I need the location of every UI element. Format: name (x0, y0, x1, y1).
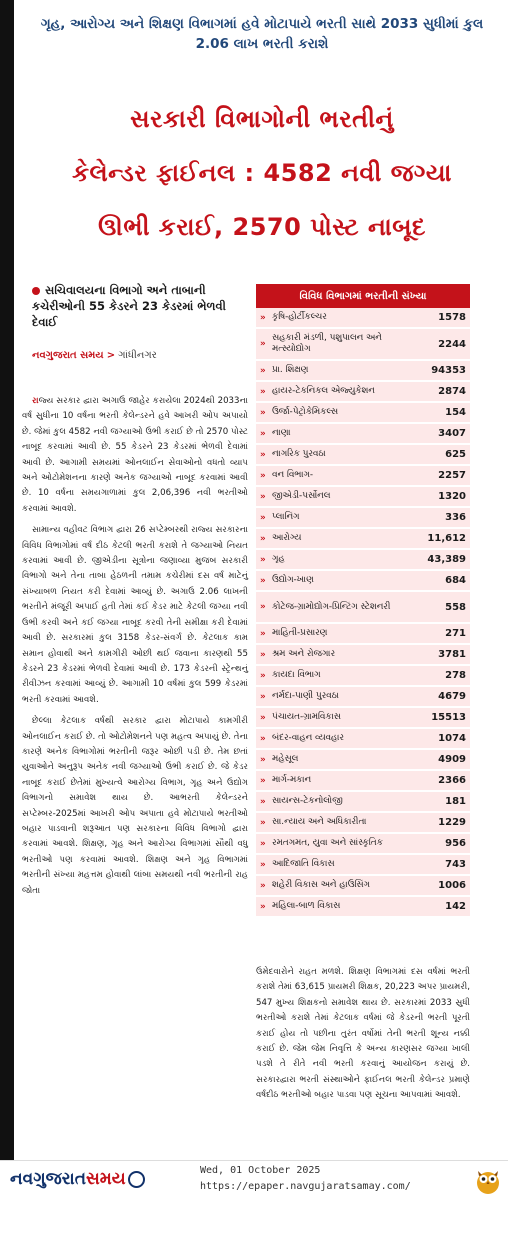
table-row (256, 834, 470, 855)
table-row (256, 550, 470, 571)
row-marker: » (260, 339, 266, 349)
table-row (256, 403, 470, 424)
recruitment-count: 11,612 (427, 533, 466, 544)
table-row (256, 624, 470, 645)
row-marker: » (260, 365, 266, 376)
logo-ring-icon (128, 1171, 145, 1188)
left-margin-bar (0, 0, 14, 1160)
table-row (256, 876, 470, 897)
recruitment-count: 1320 (438, 491, 466, 502)
table-row (256, 855, 470, 876)
bullet-dot-icon (32, 287, 40, 295)
headline-line-1: સરકારી વિભાગોની ભરતીનું (130, 105, 394, 133)
table-row (256, 813, 470, 834)
row-marker: » (260, 554, 266, 565)
byline-org: નવગુજરાત સમય (32, 350, 104, 361)
row-marker: » (260, 602, 266, 612)
kicker-text: ગૃહ, આરોગ્ય અને શિક્ષણ વિભાગમાં હવે મોટાપાયે ભરતી સાથે 2033 સુધીમાં કુલ 2.06 લાખ ભરતી કરાશે (40, 16, 484, 52)
recruitment-count: 2874 (438, 386, 466, 397)
article-paragraph: છેલ્લા કેટલાક વર્ષથી સરકાર દ્વારા મોટાપાયે કામગીરી ઓનલાઈન કરાઈ છે. તો ઓટોમેશનને પણ મહત્વ અપાયું છે. તેના કારણે અનેક વિભાગોમાં ભરતીની જરૂર ઓછી પડી છે. તેમ છતાં યુવાઓને અનુરૂપ અનેક નવી જગ્યાઓ ઉભી કરાઈ છે. જે કેડર નાબૂદ કરાઈ છેતેમાં મુખ્યત્વે આરોગ્ય વિભાગ, ગૃહ અને ઉદ્યોગ વિભાગનો સમાવેશ થાય છે. આભરતી કેલેન્ડરને સપ્ટેમ્બર-2025માં આખરી ઓપ અપાતા હવે મોટાપાયે ભરતીઓ બહાર પાડવાની શરૂઆત પણ સરકારના વિવિધ વિભાગો દ્વારા કરવામાં આવશે. શિક્ષણ, ગૃહ અને આરોગ્ય વિભાગમાં સૌથી વધુ ભરતીઓ પણ કરવામાં આવશે. શિક્ષણ અને ગૃહ વિભાગમાં ભરતીની સંખ્યા મહત્તમ હોવાથી લાંબા સમયથી નવી ભરતીની રાહ જોતા (22, 716, 248, 896)
article-body-continued: ઉમેદવારોને રાહત મળશે. શિક્ષણ વિભાગમાં દસ વર્ષમાં ભરતી કરાશે તેમાં 63,615 પ્રાયમરી શિક્ષક, 20,223 અપર પ્રાયમરી, 547 મુખ્ય શિક્ષકનો સમાવેશ થાય છે. સરકારમાં 2033 સુધી ભરતીઓ કરાશે તેમાં કેટલાક વર્ષમાં જે કેડરની ભરતી પૂરતી કરાઈ હોય તો પછીના તુરંત વર્ષોમાં તેની ભરતી શૂન્ય નક્કી કરાઈ છે. જેમ જેમ નિવૃત્તિ કે અન્ય કારણસર જગ્યા ખાલી પડશે તે રીતે નવી ભરતી કરવાનું આયોજન કરાયું છે. સરકારદ્વારા ભરતી સંસ્થાઓને ફાઈનલ ભરતી કેલેન્ડર પ્રમાણે વર્ષદીઠ ભરતીઓ બહાર પાડવા પણ સૂચના આપવામાં આવશે. (256, 967, 470, 1101)
department-name: ગૃહ (272, 554, 285, 564)
department-name: માર્ગ-મકાન (272, 775, 312, 785)
recruitment-count: 4679 (438, 691, 466, 702)
table-row (256, 729, 470, 750)
recruitment-count: 684 (445, 575, 466, 586)
department-name: માહિતી-પ્રસારણ (272, 628, 328, 638)
byline-city: ગાંધીનગર (118, 350, 157, 361)
recruitment-count: 1006 (438, 880, 466, 891)
recruitment-count: 2366 (438, 775, 466, 786)
table-row (256, 771, 470, 792)
table-row (256, 529, 470, 550)
row-marker: » (260, 754, 266, 765)
recruitment-count: 2244 (438, 338, 466, 350)
department-name: વન વિભાગ- (272, 470, 314, 480)
headline (22, 92, 502, 254)
table-row (256, 571, 470, 592)
department-name: પ્રા. શિક્ષણ (272, 365, 309, 375)
recruitment-count: 743 (445, 859, 466, 870)
recruitment-count: 278 (445, 670, 466, 681)
table-row (256, 792, 470, 813)
department-name: પંચાયત-ગ્રામવિકાસ (272, 712, 341, 722)
table-row (256, 445, 470, 466)
table-row (256, 382, 470, 403)
row-marker: » (260, 407, 266, 418)
table-row (256, 466, 470, 487)
department-name: હાયર-ટેકનિકલ એજ્યુકેશન (272, 386, 375, 396)
recruitment-count: 1229 (438, 817, 466, 828)
department-name: સા.ન્યાય અને અધિકારીતા (272, 817, 367, 827)
department-name: મહેસૂલ (272, 754, 299, 764)
article-paragraph: સામાન્ય વહીવટ વિભાગ દ્વારા 26 સપ્ટેમ્બરથી રાજ્ય સરકારના વિવિધ વિભાગોમાં વર્ષ દીઠ કેટલી ભરતી કરાશે તે જગ્યાઓ નિયત કરવામાં આવી છે. જીએડીના સૂત્રોના જણાવ્યા મુજબ સરકારી વિભાગો અને તેના તાબા હેઠળની તમામ કચેરીમાં દસ વર્ષ માટેનું સંખ્યાબળ નિયત કરી દેવામાં આવ્યું છે. અગાઉ 2.06 લાખની ભરતીને મંજૂરી અપાઈ હતી તેમાં કઈ કેડર માટે કેટલી જગ્યા નવી ઉભી કરવી અને કઈ જગ્યા નાબૂદ કરવી તેની સમીક્ષા કરી દેવામાં આવી છે. સરકારમાં કુલ 3158 કેડર-સંવર્ગ છે. કેટલાક કામ સમાન હોવાથી અને કામગીરી ઓછી થઈ જવાના કારણથી 55 કેડરને 23 કેડરમાં ભેળવી દેવામાં આવી છે. 173 કેડરની સ્ટ્રેન્થનું રીવીઝન કરવામાં આવ્યું છે. આગામી 10 વર્ષમાં કુલ 599 કેડરમાં ભરતી કરવામાં આવશે. (22, 525, 248, 705)
row-marker: » (260, 512, 266, 523)
row-marker: » (260, 386, 266, 397)
recruitment-count: 271 (445, 628, 466, 639)
row-marker: » (260, 691, 266, 702)
row-marker: » (260, 880, 266, 891)
edition-date: Wed, 01 October 2025 (200, 1165, 321, 1176)
department-name: શ્રમ અને રોજગાર (272, 649, 336, 659)
department-name: બંદર-વાહન વ્યવહાર (272, 733, 344, 743)
recruitment-count: 1074 (438, 733, 466, 744)
department-name: સાયન્સ-ટેકનોલોજી (272, 796, 343, 806)
article-body (22, 394, 248, 905)
row-marker: » (260, 796, 266, 807)
department-name: જીએડી-પર્સોનલ (272, 491, 331, 501)
recruitment-count: 43,389 (427, 554, 466, 565)
byline-separator: > (106, 350, 116, 361)
footer (0, 1160, 508, 1201)
row-marker: » (260, 628, 266, 639)
row-marker: » (260, 670, 266, 681)
row-marker: » (260, 712, 266, 723)
department-name: પ્લાનિંગ (272, 512, 300, 522)
department-name: આદિજાતિ વિકાસ (272, 859, 335, 869)
row-marker: » (260, 733, 266, 744)
recruitment-count: 956 (445, 838, 466, 849)
department-name: સહકારી મંડળી, પશુપાલન અને મત્સ્યોદ્યોગ (272, 333, 382, 354)
subheadline (32, 282, 247, 330)
table-row (256, 361, 470, 382)
recruitment-count: 94353 (431, 365, 466, 376)
department-name: ઉર્જા-પેટ્રોકેમિકલ્સ (272, 407, 339, 417)
department-name: કાયદા વિભાગ (272, 670, 321, 680)
row-marker: » (260, 775, 266, 786)
recruitment-count: 15513 (431, 712, 466, 723)
department-name: ઉદ્યોગ-ખાણ (272, 575, 314, 585)
byline (32, 350, 157, 361)
logo-part-2: સમય (85, 1169, 126, 1189)
owl-mascot-icon (474, 1167, 502, 1195)
department-name: રમતગમત, યુવા અને સાંસ્કૃતિક (272, 838, 383, 848)
table-row (256, 897, 470, 918)
row-marker: » (260, 428, 266, 439)
table-rows (256, 308, 470, 918)
recruitment-count: 625 (445, 449, 466, 460)
row-marker: » (260, 491, 266, 502)
brand-logo[interactable] (10, 1169, 145, 1189)
recruitment-count: 558 (445, 601, 466, 613)
recruitment-count: 1578 (438, 312, 466, 323)
table-title: વિવિધ વિભાગમાં ભરતીની સંખ્યા (256, 284, 470, 308)
recruitment-count: 3781 (438, 649, 466, 660)
recruitment-count: 4909 (438, 754, 466, 765)
table-row (256, 487, 470, 508)
department-name: આરોગ્ય (272, 533, 302, 543)
table-row (256, 666, 470, 687)
headline-line-2: કેલેન્ડર ફાઈનલ : 4582 નવી જગ્યા (72, 159, 452, 187)
row-marker: » (260, 649, 266, 660)
recruitment-count: 2257 (438, 470, 466, 481)
table-row (256, 424, 470, 445)
row-marker: » (260, 312, 266, 323)
department-name: નાગરિક પુરવઠા (272, 449, 326, 459)
department-name: શહેરી વિકાસ અને હાઉસિંગ (272, 880, 370, 890)
recruitment-count: 3407 (438, 428, 466, 439)
row-marker: » (260, 575, 266, 586)
table-row (256, 708, 470, 729)
recruitment-count: 336 (445, 512, 466, 523)
department-name: મહિલા-બાળ વિકાસ (272, 901, 341, 911)
epaper-url[interactable]: https://epaper.navgujaratsamay.com/ (200, 1181, 411, 1192)
table-row (256, 308, 470, 329)
table-row (256, 645, 470, 666)
table-row (256, 592, 470, 624)
article-paragraph: રાજ્ય સરકાર દ્વારા અગાઉ જાહેર કરાયેલા 2024થી 2033ના વર્ષ સુધીના 10 વર્ષના ભરતી કેલેન્ડરને હવે આખરી ઓપ અપાયો છે. જેમાં કુલ 4582 નવી જગ્યાઓ ઉભી કરાઈ છે તો 2570 પોસ્ટ નાબૂદ કરવામાં આવી છે. 55 કેડરને 23 કેડરમાં ભેળવી દેવામાં આવી છે. આગામી સમયમાં ઓનલાઈન સેવાઓનો વધતો વ્યાપ અને ઓટોમેશનના કારણે અનેક જગ્યાઓ નાબૂદ કરવામાં આવી છે. 10 વર્ષના સમયગાળામાં કુલ 2,06,396 નવી ભરતીઓ કરવામાં આવશે. (22, 396, 248, 514)
row-marker: » (260, 533, 266, 544)
row-marker: » (260, 449, 266, 460)
row-marker: » (260, 901, 266, 912)
row-marker: » (260, 470, 266, 481)
row-marker: » (260, 817, 266, 828)
department-name: નર્મદા-પાણી પુરવઠા (272, 691, 339, 701)
recruitment-count: 142 (445, 901, 466, 912)
department-name: નાણા (272, 428, 291, 438)
department-name: કૃષિ-હોર્ટીકલ્ચર (272, 312, 327, 322)
recruitment-count: 154 (445, 407, 466, 418)
table-row (256, 508, 470, 529)
recruitment-count: 181 (445, 796, 466, 807)
subheadline-text: સચિવાલયના વિભાગો અને તાબાની કચેરીઓની 55 કેડરને 23 કેડરમાં ભેળવી દેવાઈ (32, 283, 226, 329)
department-name: કોટેજ-ગ્રામોદ્યોગ-પ્રિન્ટિંગ સ્ટેશનરી (272, 601, 391, 612)
logo-part-1: નવગુજરાત (10, 1169, 86, 1189)
headline-line-3: ઊભી કરાઈ, 2570 પોસ્ટ નાબૂદ (98, 213, 426, 241)
row-marker: » (260, 859, 266, 870)
table-row (256, 329, 470, 361)
row-marker: » (260, 838, 266, 849)
table-row (256, 687, 470, 708)
table-row (256, 750, 470, 771)
